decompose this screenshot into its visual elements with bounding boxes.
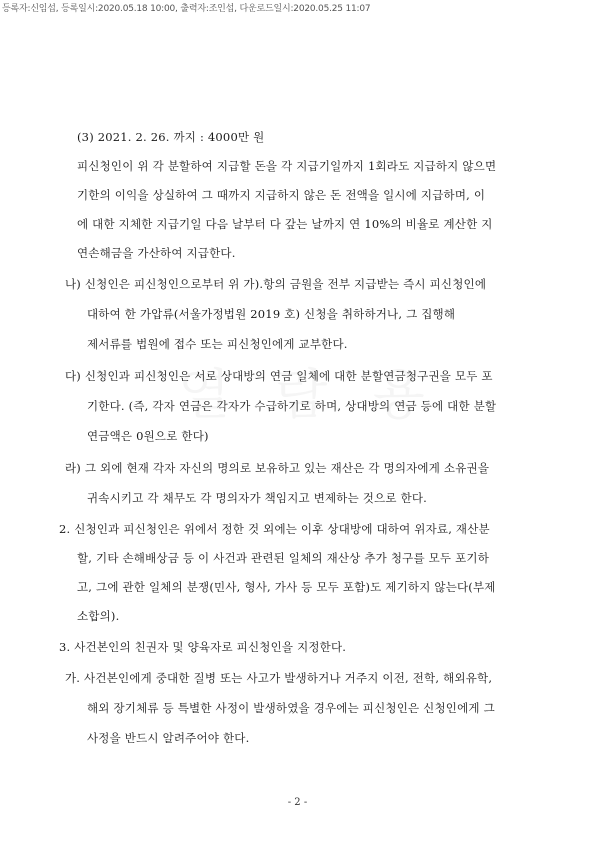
body-line: 연손해금을 가산하여 지급한다.: [77, 246, 236, 260]
body-line: 귀속시키고 각 채무도 각 명의자가 책임지고 변제하는 것으로 한다.: [87, 491, 428, 505]
body-line: 라) 그 외에 현재 각자 자신의 명의로 보유하고 있는 재산은 각 명의자에게 소유권을: [65, 461, 490, 475]
body-line: 가. 사건본인에게 중대한 질병 또는 사고가 발생하거나 거주지 이전, 전학, 해외유학,: [65, 671, 493, 685]
body-line: 다) 신청인과 피신청인은 서로 상대방의 연금 일체에 대한 분할연금청구권을 모두 포: [65, 369, 493, 383]
page-number: - 2 -: [287, 797, 308, 808]
body-line: (3) 2021. 2. 26. 까지 : 4000만 원: [77, 130, 265, 144]
body-line: 사정을 반드시 알려주어야 한다.: [87, 731, 250, 745]
body-line: 고, 그에 관한 일체의 분쟁(민사, 형사, 가사 등 모두 포함)도 제기하지 않는다(부제: [77, 580, 496, 594]
body-line: 나) 신청인은 피신청인으로부터 위 가).항의 금원을 전부 지급받는 즉시 피신청인에: [65, 277, 487, 291]
body-line: 소합의).: [77, 609, 120, 623]
body-line: 에 대한 지체한 지급기일 다음 날부터 다 갚는 날까지 연 10%의 비율로 계산한 지: [77, 217, 493, 231]
body-line: 해외 장기체류 등 특별한 사정이 발생하였을 경우에는 피신청인은 신청인에게 그: [87, 701, 495, 715]
body-line: 피신청인이 위 각 분할하여 지급할 돈을 각 지급기일까지 1회라도 지급하지 않으면: [77, 159, 497, 173]
body-line: 연금액은 0원으로 한다): [87, 429, 209, 443]
body-line: 제서류를 법원에 접수 또는 피신청인에게 교부한다.: [87, 337, 348, 351]
body-line: 기한다. (즉, 각자 연금은 각자가 수급하기로 하며, 상대방의 연금 등에 대한 분할: [87, 399, 497, 413]
body-line: 기한의 이익을 상실하여 그 때까지 지급하지 않은 돈 전액을 일시에 지급하며, 이: [77, 188, 486, 202]
body-line: 할, 기타 손해배상금 등 이 사건과 관련된 일체의 재산상 추가 청구를 모두 포기하: [77, 551, 490, 565]
body-line: 대하여 한 가압류(서울가정법원 2019 호) 신청을 취하하거나, 그 집행해: [87, 307, 456, 321]
watermark-text: [178, 352, 439, 429]
document-header: 등록자:신임섭, 등록일시:2020.05.18 10:00, 출력자:조인섭, 다운로드일시:2020.05.25 11:07: [2, 4, 371, 14]
body-line: 3. 사건본인의 친권자 및 양육자로 피신청인을 지정한다.: [59, 640, 347, 654]
body-line: 2. 신청인과 피신청인은 위에서 정한 것 외에는 이후 상대방에 대하여 위자료, 재산분: [59, 522, 490, 536]
